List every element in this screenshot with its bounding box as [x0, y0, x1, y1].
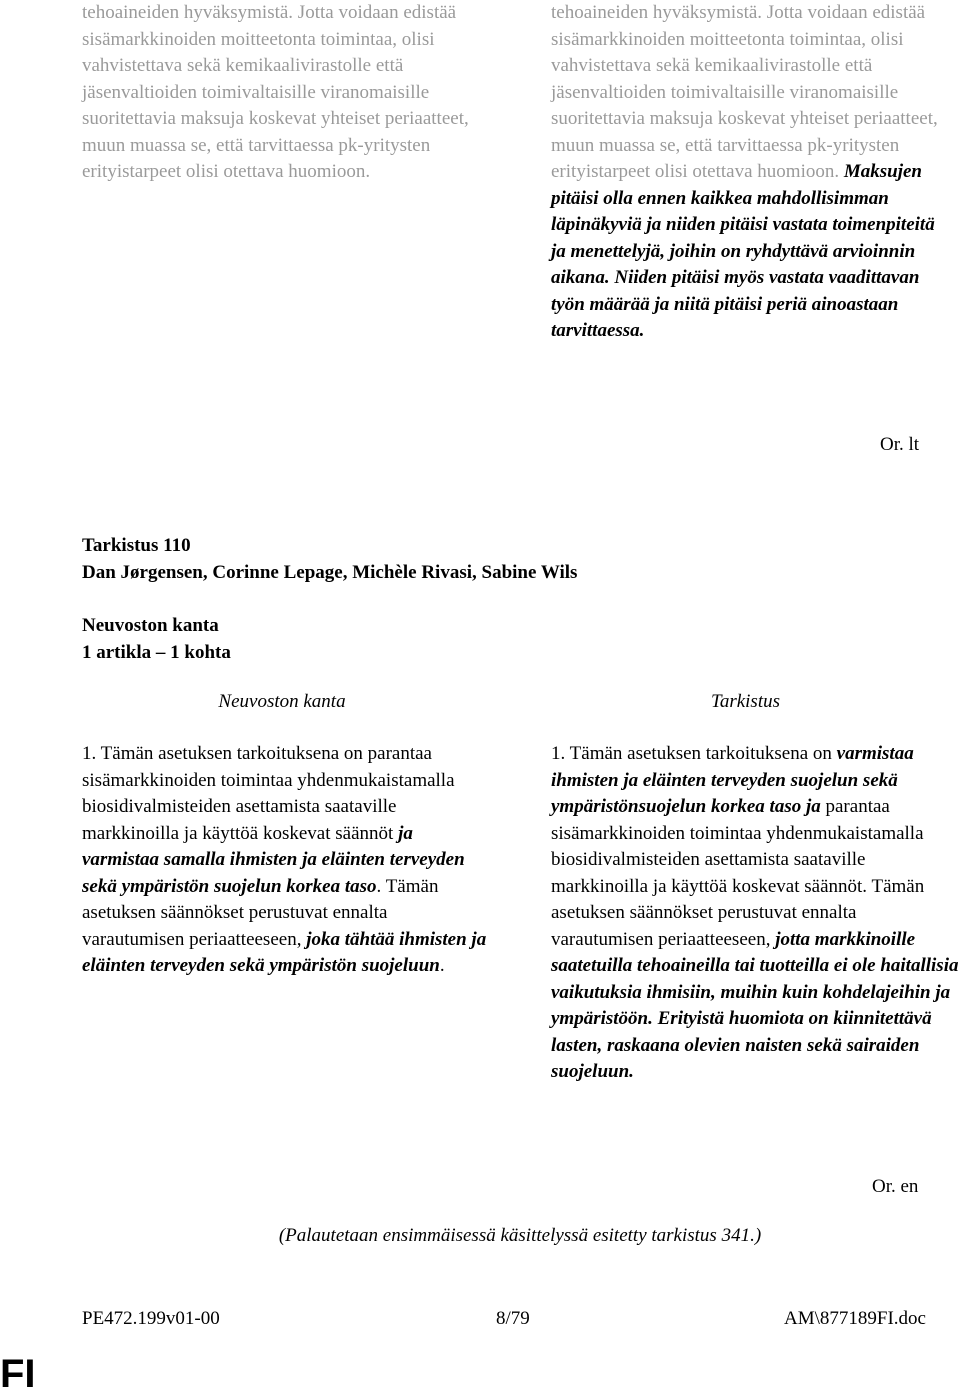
amendment-text-1: 1. Tämän asetuksen tarkoituksena on [551, 743, 837, 764]
council-position-text [82, 741, 492, 980]
top-left-paragraph: tehoaineiden hyväksymistä. Jotta voidaan edistää sisämarkkinoiden moitteetonta toimintaa, olisi vahvistettava sekä kemikaalivirastolle että jäsenvaltioiden toimivaltaisille viranomaisille suoritettavia maksuja koskevat yhteiset periaatteet, muun muassa se, että tarvittaessa pk-yritysten erityistarpeet olisi otettava huomioon. [82, 2, 469, 182]
council-text-3: . [439, 955, 445, 976]
council-emphasis-1: ja varmistaa samalla ihmisten ja eläinten terveyden sekä ympäristön suojelun korkea taso [82, 822, 465, 897]
article-reference: 1 artikla – 1 kohta [82, 642, 231, 663]
left-column-heading: Neuvoston kanta [218, 691, 346, 712]
right-column-heading: Tarkistus [711, 691, 780, 712]
top-left-text [82, 0, 482, 186]
proposal-label: Neuvoston kanta [82, 615, 219, 636]
amendment-emphasis-2: jotta markkinoille saatetuilla tehoaineilla tai tuotteilla ei ole haitallisia vaikutuksia ihmisiin, muihin kuin kohdelajeihin ja ympäristöön. Erityistä huomiota on kiinnitettävä lasten, raskaana olevien naisten sekä sairaiden suojeluun. [551, 928, 959, 1082]
original-language-lt: Or. lt [880, 434, 920, 455]
amendment-emphasis-1: varmistaa ihmisten ja eläinten terveyden suojelun sekä ympäristönsuojelun korkea taso ja [551, 743, 914, 817]
top-right-added-text: Maksujen pitäisi olla ennen kaikkea mahdollisimman läpinäkyviä ja niiden pitäisi vastata toimenpiteitä ja menettelyjä, joihin on ryhdyttävä arvioinnin aikana. Niiden pitäisi myös vastata vaadittavan työn määrää ja niitä pitäisi periä ainoastaan tarvittaessa. [551, 161, 935, 341]
amendment-text-2: parantaa sisämarkkinoiden toimintaa yhdenmukaistamalla biosidivalmisteiden asettamista saataville markkinoilla ja käyttöä koskevat säännöt. Tämän asetuksen säännökset perustuvat ennalta varautumisen periaatteeseen, [551, 796, 925, 950]
council-emphasis-2: joka tähtää ihmisten ja eläinten terveyden sekä ympäristön suojeluun [82, 928, 487, 976]
amendment-title-text: Tarkistus 110 [82, 535, 191, 556]
justification: (Palautetaan ensimmäisessä käsittelyssä esitetty tarkistus 341.) [278, 1225, 762, 1246]
council-text-1: 1. Tämän asetuksen tarkoituksena on parantaa sisämarkkinoiden toimintaa yhdenmukaistamalla biosidivalmisteiden asettamista saataville markkinoilla ja käyttöä koskevat säännöt [82, 743, 455, 844]
page-number: 8/79 [496, 1308, 530, 1329]
top-right-text [551, 0, 951, 345]
top-right-paragraph [551, 0, 951, 345]
amendment-authors: Dan Jørgensen, Corinne Lepage, Michèle Rivasi, Sabine Wils [82, 562, 578, 583]
amendment-paragraph [551, 741, 960, 1086]
amendment-title [82, 532, 191, 559]
original-language-en: Or. en [872, 1176, 919, 1197]
document-reference: PE472.199v01-00 [82, 1308, 220, 1329]
top-right-plain-text: tehoaineiden hyväksymistä. Jotta voidaan edistää sisämarkkinoiden moitteetonta toimintaa, olisi vahvistettava sekä kemikaalivirastolle että jäsenvaltioiden toimivaltaisille viranomaisille suoritettavia maksuja koskevat yhteiset periaatteet, muun muassa se, että tarvittaessa pk-yritysten erityistarpeet olisi otettava huomioon. [551, 2, 938, 182]
council-position-paragraph [82, 741, 492, 980]
file-reference: AM\877189FI.doc [784, 1308, 926, 1329]
language-code: FI [0, 1352, 36, 1396]
council-text-2: . Tämän asetuksen säännökset perustuvat ennalta varautumisen periaatteeseen, [82, 875, 439, 950]
amendment-text [551, 741, 960, 1086]
